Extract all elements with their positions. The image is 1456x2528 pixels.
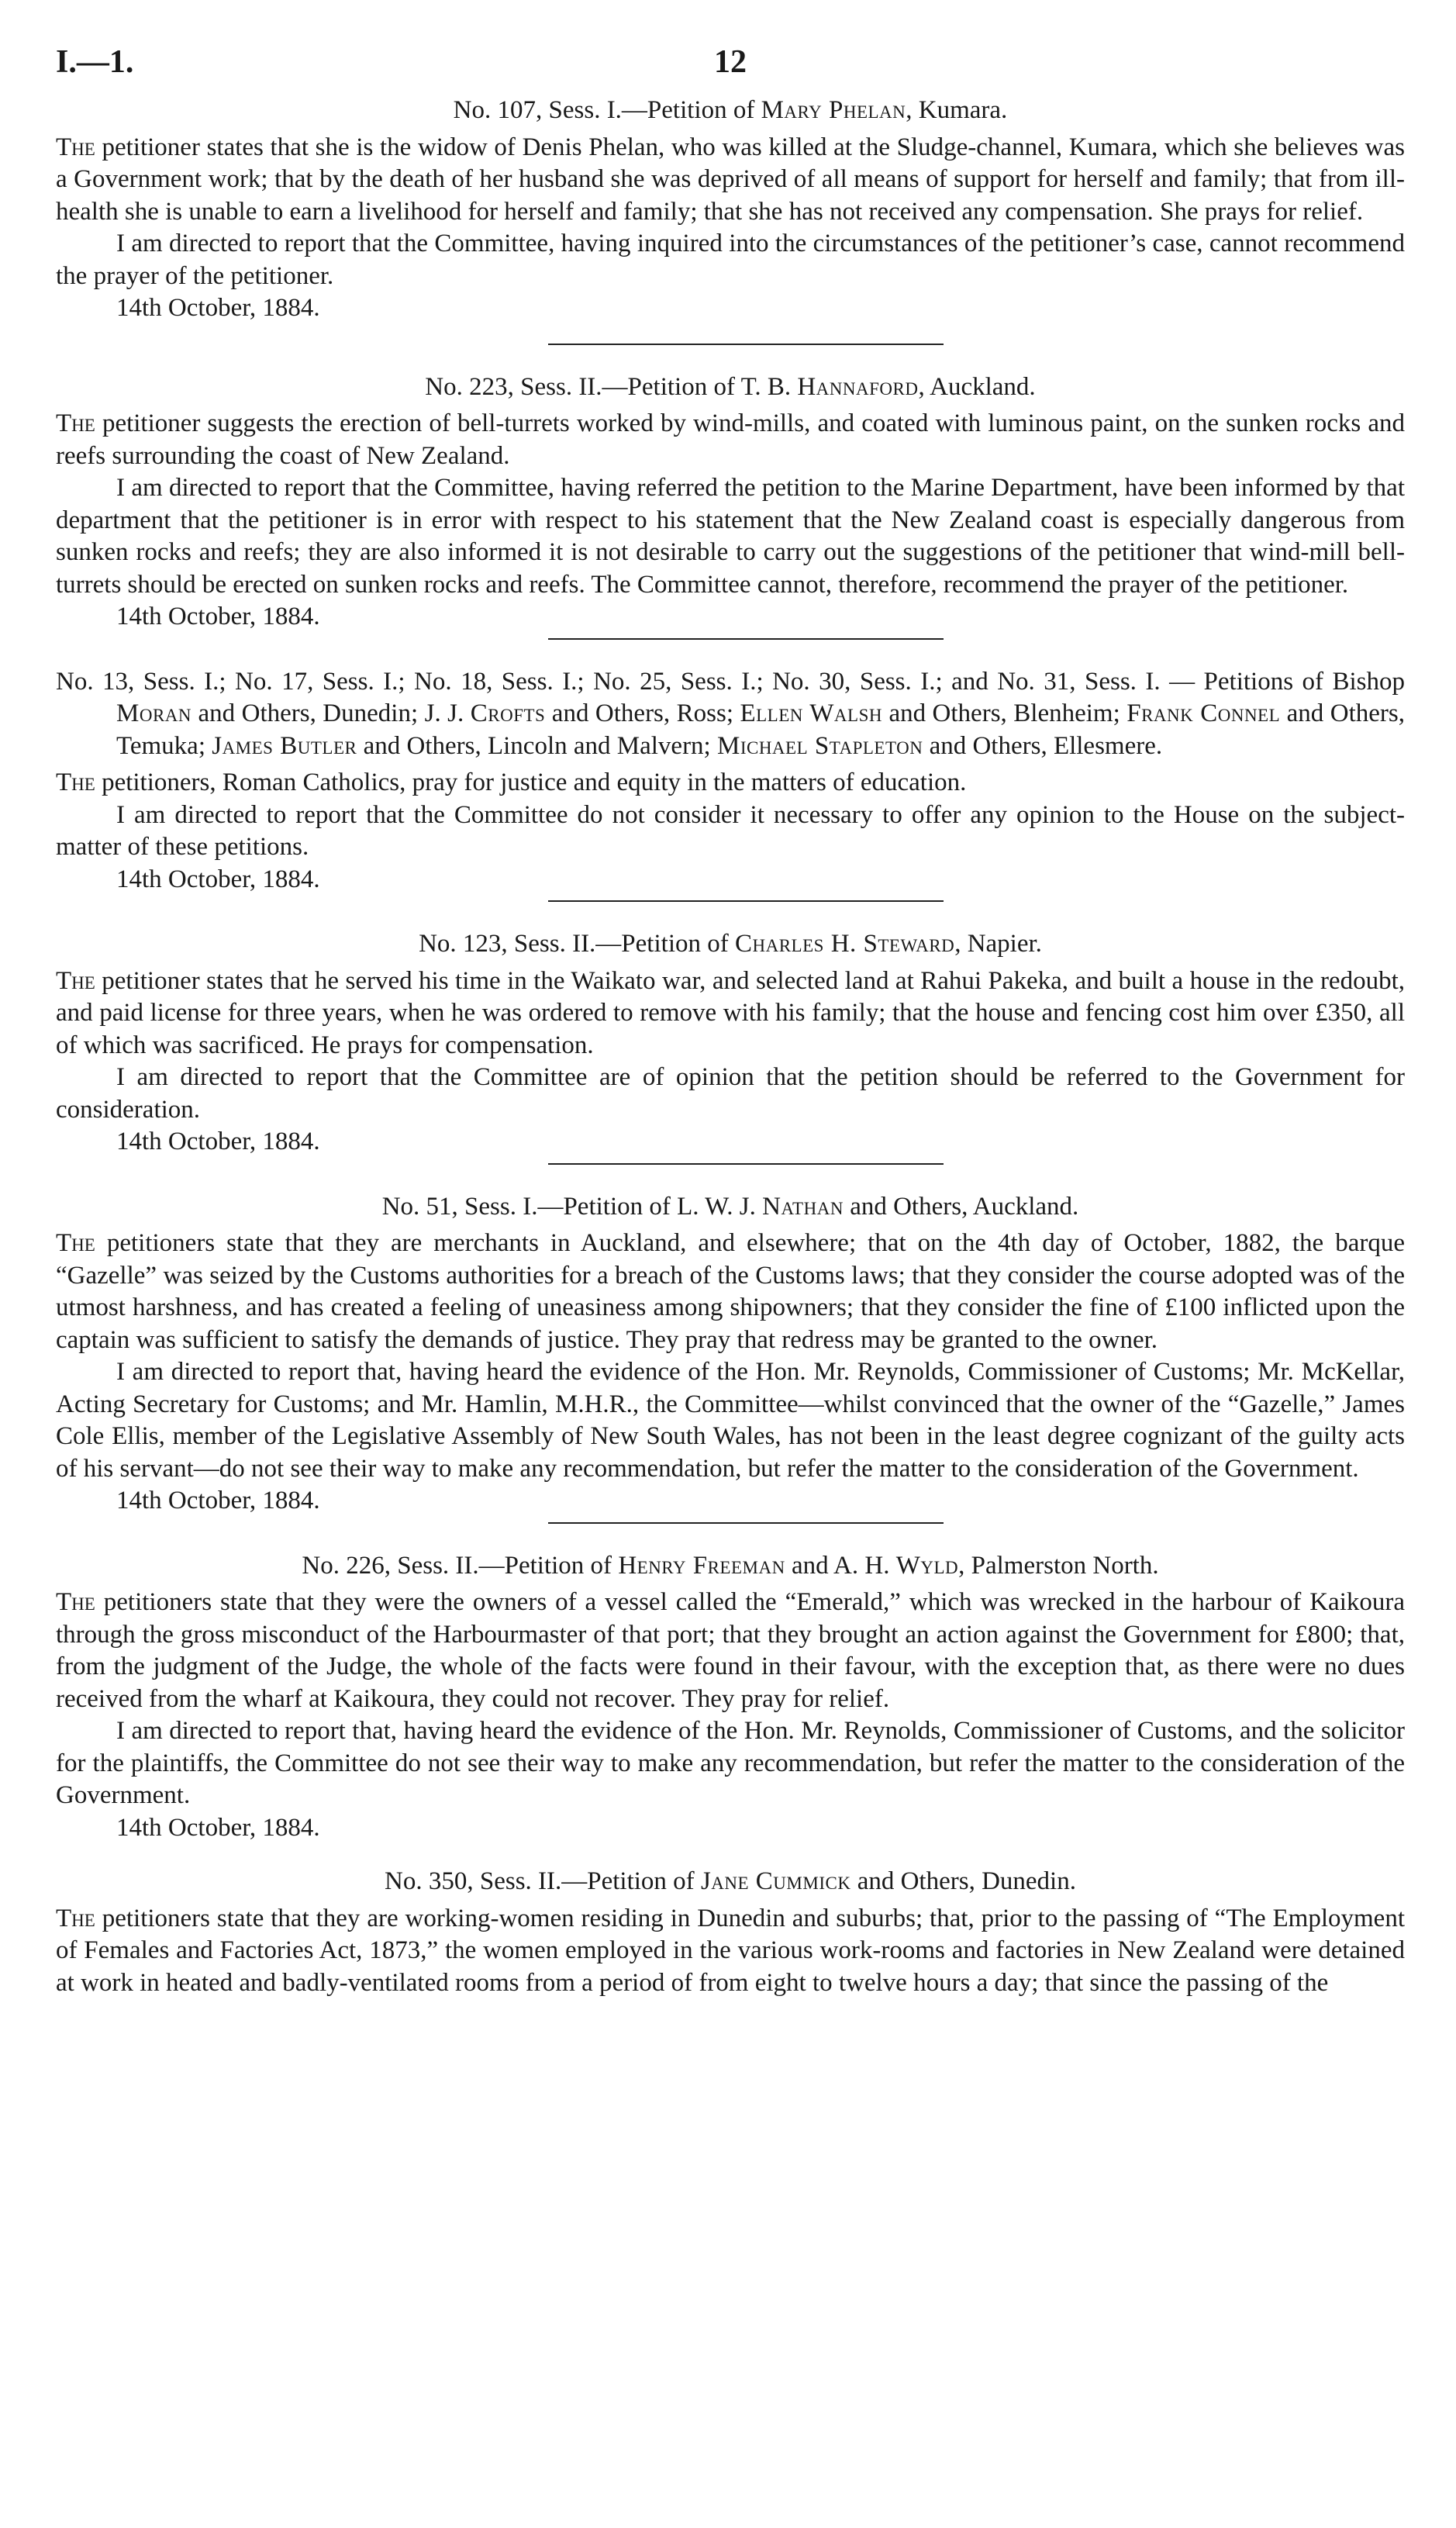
section-divider — [548, 1522, 944, 1524]
page-number: 12 — [714, 44, 747, 80]
petition-body — [56, 1903, 1405, 2000]
petitioner-name: Nathan — [762, 1192, 844, 1221]
petition-body — [56, 1228, 1405, 1356]
petition-350 — [56, 1866, 1405, 1999]
petitioner-name: Frank Connel — [1127, 699, 1281, 727]
spacer — [56, 1844, 1405, 1866]
committee-report: I am directed to report that the Committee, having inquired into the circumstances of the petitioner’s case, cannot recommend the prayer of the petitioner. — [56, 230, 1405, 290]
petition-226 — [56, 1550, 1405, 1845]
petition-title — [56, 1550, 1405, 1583]
document-page — [56, 44, 1405, 1999]
petitioner-name: Henry Freeman — [618, 1551, 785, 1580]
title-text: and Others, Auckland. — [843, 1192, 1079, 1221]
petitioner-name: Crofts — [470, 699, 546, 727]
lead-word: The — [56, 1904, 95, 1932]
petitioner-name: Wyld — [895, 1551, 959, 1580]
petition-catholic-education — [56, 666, 1405, 896]
body-text: petitioner states that he served his time in the Waikato war, and selected land at Rahui Pakeka, and built a house in the redoubt, and paid license for three years, when he was ordered to remove with his family; that the house and fencing cost him over £350, all of which was sacrificed. He prays for compensation. — [56, 966, 1405, 1059]
title-text: No. 123, Sess. II.—Petition of — [419, 930, 735, 958]
petitioner-name: Michael Stapleton — [716, 731, 923, 760]
title-text: and A. H. — [785, 1551, 896, 1580]
lead-word: The — [56, 1229, 95, 1257]
title-text: and Others, Temuka; — [116, 699, 1405, 760]
lead-word: The — [56, 768, 95, 796]
report-date: 14th October, 1884. — [116, 1128, 320, 1155]
petition-123 — [56, 928, 1405, 1159]
title-text: No. 51, Sess. I.—Petition of L. W. J. — [381, 1192, 763, 1221]
petition-51 — [56, 1191, 1405, 1518]
series-label: I.—1. — [56, 44, 134, 80]
section-divider — [548, 344, 944, 345]
page-header — [56, 44, 1405, 95]
section-divider — [548, 1163, 944, 1165]
petition-223 — [56, 371, 1405, 634]
lead-word: The — [56, 1588, 95, 1616]
title-text: and Others, Lincoln and Malvern; — [357, 731, 717, 760]
committee-report: I am directed to report that, having heard the evidence of the Hon. Mr. Reynolds, Commissioner of Customs; Mr. McKellar, Acting Secretary for Customs; and Mr. Hamlin, M.H.R., the Committee—whilst convinced that the owner of the “Gazelle,” James Cole Ellis, member of the Legislative Assembly of New South Wales, has not been in the least degree cognizant of the guilty acts of his servant—do not see their way to make any recommendation, but refer the matter to the consideration of the Government. — [56, 1358, 1405, 1483]
committee-report: I am directed to report that the Committee, having referred the petition to the Marine Department, have been informed by that department that the petitioner is in error with respect to his statement that the New Zealand coast is especially dangerous from sunken rocks and reefs; they are also informed it is not desirable to carry out the suggestions of the petitioner that wind-mill bell-turrets should be erected on sunken rocks and reefs. The Committee cannot, therefore, recommend the prayer of the petitioner. — [56, 474, 1405, 599]
committee-report: I am directed to report that the Committee are of opinion that the petition should be referred to the Government for consideration. — [56, 1063, 1405, 1124]
petition-body — [56, 1587, 1405, 1715]
petitioner-name: James Butler — [212, 731, 357, 760]
body-text: petitioner suggests the erection of bell-turrets worked by wind-mills, and coated with luminous paint, on the sunken rocks and reefs surrounding the coast of New Zealand. — [56, 409, 1405, 470]
petitioner-name: Moran — [116, 699, 192, 727]
title-text: , Napier. — [954, 930, 1042, 958]
title-text: and Others, Dunedin. — [850, 1867, 1076, 1895]
title-text: No. 223, Sess. II.—Petition of T. B. — [425, 372, 798, 401]
title-text: and Others, Dunedin; J. J. — [191, 699, 471, 727]
report-date: 14th October, 1884. — [116, 865, 320, 893]
committee-report: I am directed to report that the Committee do not consider it necessary to offer any opinion to the House on the subject-matter of these petitions. — [56, 800, 1405, 861]
committee-report: I am directed to report that, having heard the evidence of the Hon. Mr. Reynolds, Commissioner of Customs, and the solicitor for the plaintiffs, the Committee do not see their way to make any recommendation, but refer the matter to the consideration of the Government. — [56, 1717, 1405, 1809]
title-text: and Others, Blenheim; — [882, 699, 1127, 727]
petition-body — [56, 965, 1405, 1062]
petitioner-name: Ellen Walsh — [740, 699, 882, 727]
body-text: petitioner states that she is the widow of Denis Phelan, who was killed at the Sludge-channel, Kumara, which she believes was a Government work; that by the death of her husband she was deprived of all means of support for herself and family; that from ill-health she is unable to earn a livelihood for herself and family; that she has not received any compensation. She prays for relief. — [56, 133, 1405, 226]
lead-word: The — [56, 966, 95, 995]
report-date: 14th October, 1884. — [116, 294, 320, 322]
title-text: and Others, Ross; — [545, 699, 740, 727]
report-date: 14th October, 1884. — [116, 603, 320, 630]
title-text: , Auckland. — [918, 372, 1036, 401]
body-text: petitioners state that they are working-women residing in Dunedin and suburbs; that, prior to the passing of “The Employment of Females and Factories Act, 1873,” the women employed in the various work-rooms and factories in New Zealand were detained at work in heated and badly-ventilated rooms from a period of from eight to twelve hours a day; that since the passing of the — [56, 1904, 1405, 1997]
petition-107 — [56, 95, 1405, 325]
body-text: petitioners state that they are merchants in Auckland, and elsewhere; that on the 4th day of October, 1882, the barque “Gazelle” was seized by the Customs authorities for a breach of the Customs laws; that they consider the course adopted was of the utmost harshness, and has created a feeling of uneasiness among shipowners; that they consider the fine of £100 inflicted upon the captain was sufficient to satisfy the demands of justice. They pray that redress may be granted to the owner. — [56, 1229, 1405, 1354]
petition-title — [56, 1191, 1405, 1224]
lead-word: The — [56, 409, 95, 437]
body-text: petitioners, Roman Catholics, pray for justice and equity in the matters of education. — [95, 768, 967, 796]
petitioner-name: Hannaford — [797, 372, 919, 401]
section-divider — [548, 900, 944, 902]
petition-body — [56, 767, 1405, 799]
body-text: petitioners state that they were the owners of a vessel called the “Emerald,” which was wrecked in the harbour of Kaikoura through the gross misconduct of the Harbourmaster of that port; that they brought an action against the Government for £800; that, from the judgment of the Judge, the whole of the facts were found in their favour, with the exception that, as there were no dues received from the wharf at Kaikoura, they could not recover. They pray for relief. — [56, 1588, 1405, 1713]
petitioner-name: Charles H. Steward — [734, 930, 955, 958]
petition-body — [56, 408, 1405, 472]
section-divider — [548, 638, 944, 640]
report-date: 14th October, 1884. — [116, 1813, 320, 1842]
petitioner-name: Mary Phelan — [761, 96, 906, 124]
petition-title — [56, 95, 1405, 127]
title-text: and Others, Ellesmere. — [923, 731, 1163, 760]
title-text: , Kumara. — [906, 96, 1008, 124]
title-text: No. 226, Sess. II.—Petition of — [302, 1551, 619, 1580]
petition-title — [56, 928, 1405, 961]
report-date: 14th October, 1884. — [116, 1487, 320, 1514]
petition-body — [56, 132, 1405, 229]
lead-word: The — [56, 133, 95, 161]
petition-title — [56, 666, 1405, 763]
petition-title — [56, 1866, 1405, 1898]
title-text: No. 350, Sess. II.—Petition of — [385, 1867, 701, 1895]
title-text: No. 107, Sess. I.—Petition of — [453, 96, 761, 124]
petition-title — [56, 371, 1405, 404]
title-text: , Palmerston North. — [958, 1551, 1159, 1580]
title-text: No. 13, Sess. I.; No. 17, Sess. I.; No. 18, Sess. I.; No. 25, Sess. I.; No. 30, Sess. I.; and No. 31, Sess. I. — Petitions of Bishop — [56, 667, 1405, 696]
petitioner-name: Jane Cummick — [700, 1867, 851, 1895]
